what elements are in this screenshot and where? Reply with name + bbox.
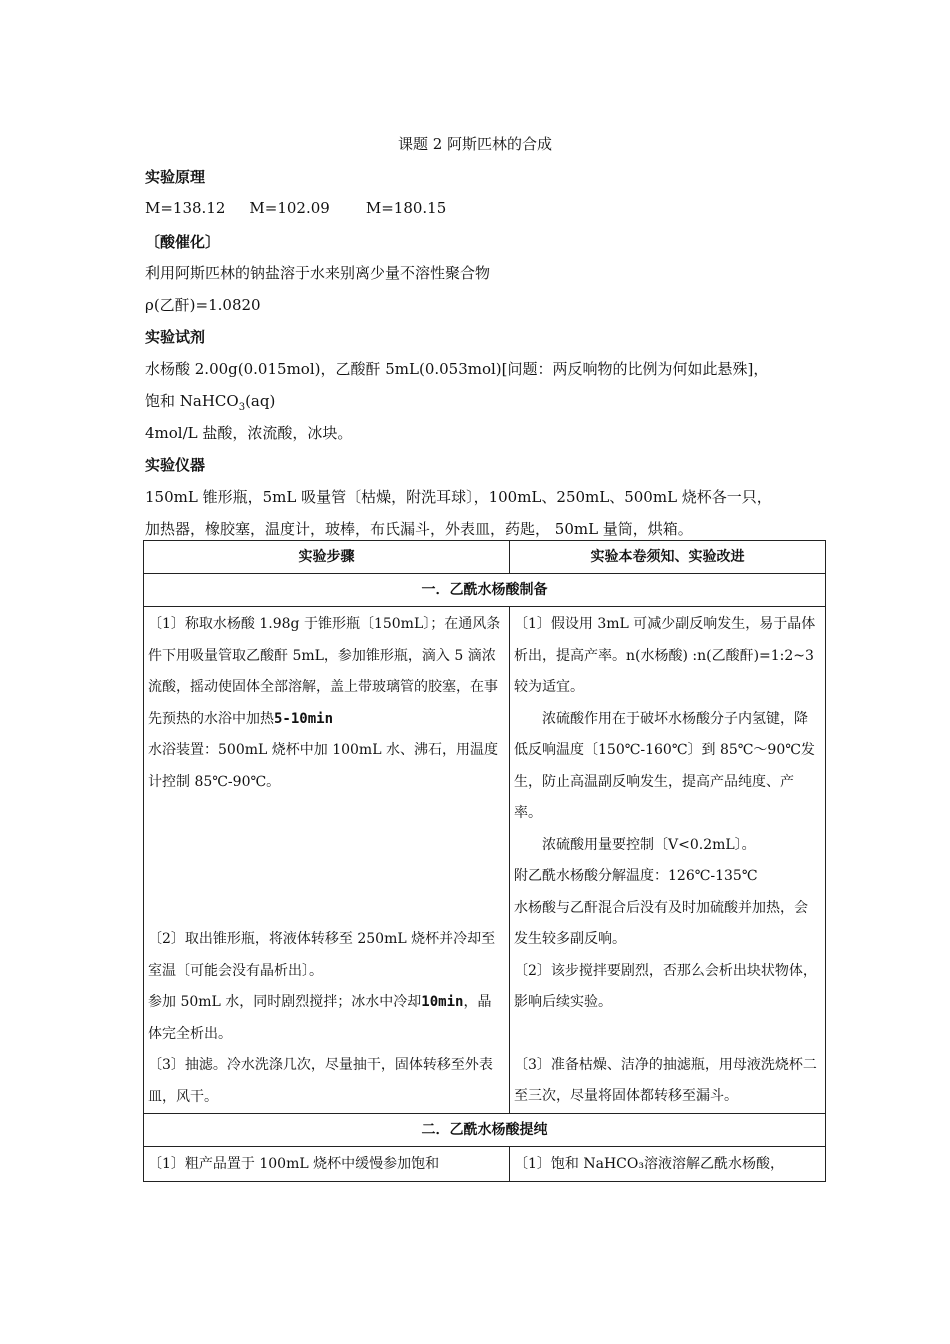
principle-heading: 实验原理: [145, 168, 206, 186]
purification-note-1-text: 〔1〕饱和 NaHCO₃溶液溶解乙酰水杨酸，: [514, 1156, 784, 1172]
reagents-line-2: 饱和 NaHCO$_3$(aq): [145, 392, 276, 413]
section-row-1: [144, 574, 826, 607]
reagents-line-3: 4mol/L 盐酸，浓流酸，冰块。: [145, 424, 353, 442]
molar-mass-anhydride: M=102.09: [249, 199, 330, 217]
table-row: [144, 607, 826, 1114]
page-title: 课题 2 阿斯匹林的合成: [397, 135, 553, 153]
note-1-text: 〔1〕假设用 3mL 可减少副反响发生，易于晶体析出，提高产率。n(水杨酸) :n(乙酸酐)=1:2~3 较为适宜。: [514, 616, 816, 695]
note-3-text: 〔3〕准备枯燥、洁净的抽滤瓶，用母液洗烧杯二至三次，尽量将固体都转移至漏斗。: [514, 1056, 817, 1104]
molar-mass-aspirin: M=180.15: [365, 199, 447, 217]
section-row-2: [144, 1114, 826, 1147]
purification-step-1-text: 〔1〕粗产品置于 100mL 烧杯中缓慢参加饱和: [148, 1156, 440, 1172]
step-2-cooling-text: 参加 50mL 水，同时剧烈搅拌；冰水中冷却10min，晶体完全析出。: [148, 994, 492, 1042]
molar-mass-line: [145, 199, 446, 217]
step-1-text: 〔1〕称取水杨酸 1.98g 于锥形瓶〔150mL〕；在通风条件下用吸量管取乙酸酐 5mL，参加锥形瓶，滴入 5 滴浓流酸，摇动使固体全部溶解，盖上带玻璃管的胶塞，在事先预热的水浴中加热5-10min: [148, 616, 501, 727]
step-3-text: 〔3〕抽滤。冷水洗涤几次，尽量抽干，固体转移至外表皿，风干。: [148, 1057, 493, 1105]
section-title-purification: 二．乙酰水杨酸提纯: [144, 1114, 826, 1147]
note-sulfuric-amount: 浓硫酸用量要控制〔V<0.2mL〕。: [542, 836, 756, 853]
note-side-reaction: 水杨酸与乙酐混合后没有及时加硫酸并加热，会发生较多副反响。: [514, 899, 808, 947]
water-bath-text: 水浴装置：500mL 烧杯中加 100mL 水、沸石，用温度计控制 85℃-90℃。: [148, 742, 498, 790]
catalyst-note: 〔酸催化〕: [145, 233, 221, 251]
note-decomposition-temp: 附乙酰水杨酸分解温度：126℃-135℃: [514, 868, 758, 884]
table-row: [144, 1147, 826, 1182]
notes-cell-preparation: [510, 607, 826, 1114]
apparatus-heading: 实验仪器: [145, 456, 206, 474]
steps-cell-preparation: [144, 607, 510, 1114]
note-2-text: 〔2〕该步搅拌要剧烈，否那么会析出块状物体，影响后续实验。: [514, 962, 817, 1010]
table-header-row: [144, 541, 826, 574]
separation-note: 利用阿斯匹林的钠盐溶于水来别离少量不溶性聚合物: [145, 264, 491, 282]
notes-cell-purification: [510, 1147, 826, 1182]
apparatus-line-2: 加热器，橡胶塞，温度计，玻棒，布氏漏斗，外表皿，药匙， 50mL 量筒，烘箱。: [145, 520, 693, 538]
molar-mass-salicylic: M=138.12: [145, 199, 226, 217]
density-note: ρ(乙酐)=1.0820: [145, 296, 261, 314]
column-header-notes: 实验本卷须知、实验改进: [510, 541, 826, 574]
column-header-steps: 实验步骤: [144, 541, 510, 574]
apparatus-line-1: 150mL 锥形瓶，5mL 吸量管〔枯燥，附洗耳球〕，100mL、250mL、500mL 烧杯各一只，: [145, 488, 772, 506]
steps-cell-purification: [144, 1147, 510, 1182]
section-title-preparation: 一．乙酰水杨酸制备: [144, 574, 826, 607]
reagents-line-1: 水杨酸 2.00g(0.015mol)，乙酸酐 5mL(0.053mol)[问题：两反响物的比例为何如此悬殊]，: [145, 360, 769, 378]
procedure-table: [143, 540, 826, 1182]
reagents-heading: 实验试剂: [145, 328, 206, 346]
note-sulfuric-role: 浓硫酸作用在于破坏水杨酸分子内氢键，降低反响温度〔150℃-160℃〕到 85℃～90℃发生，防止高温副反响发生，提高产品纯度、产率。: [514, 710, 815, 821]
step-2-text: 〔2〕取出锥形瓶，将液体转移至 250mL 烧杯并冷却至室温〔可能会没有晶析出〕。: [148, 931, 496, 979]
